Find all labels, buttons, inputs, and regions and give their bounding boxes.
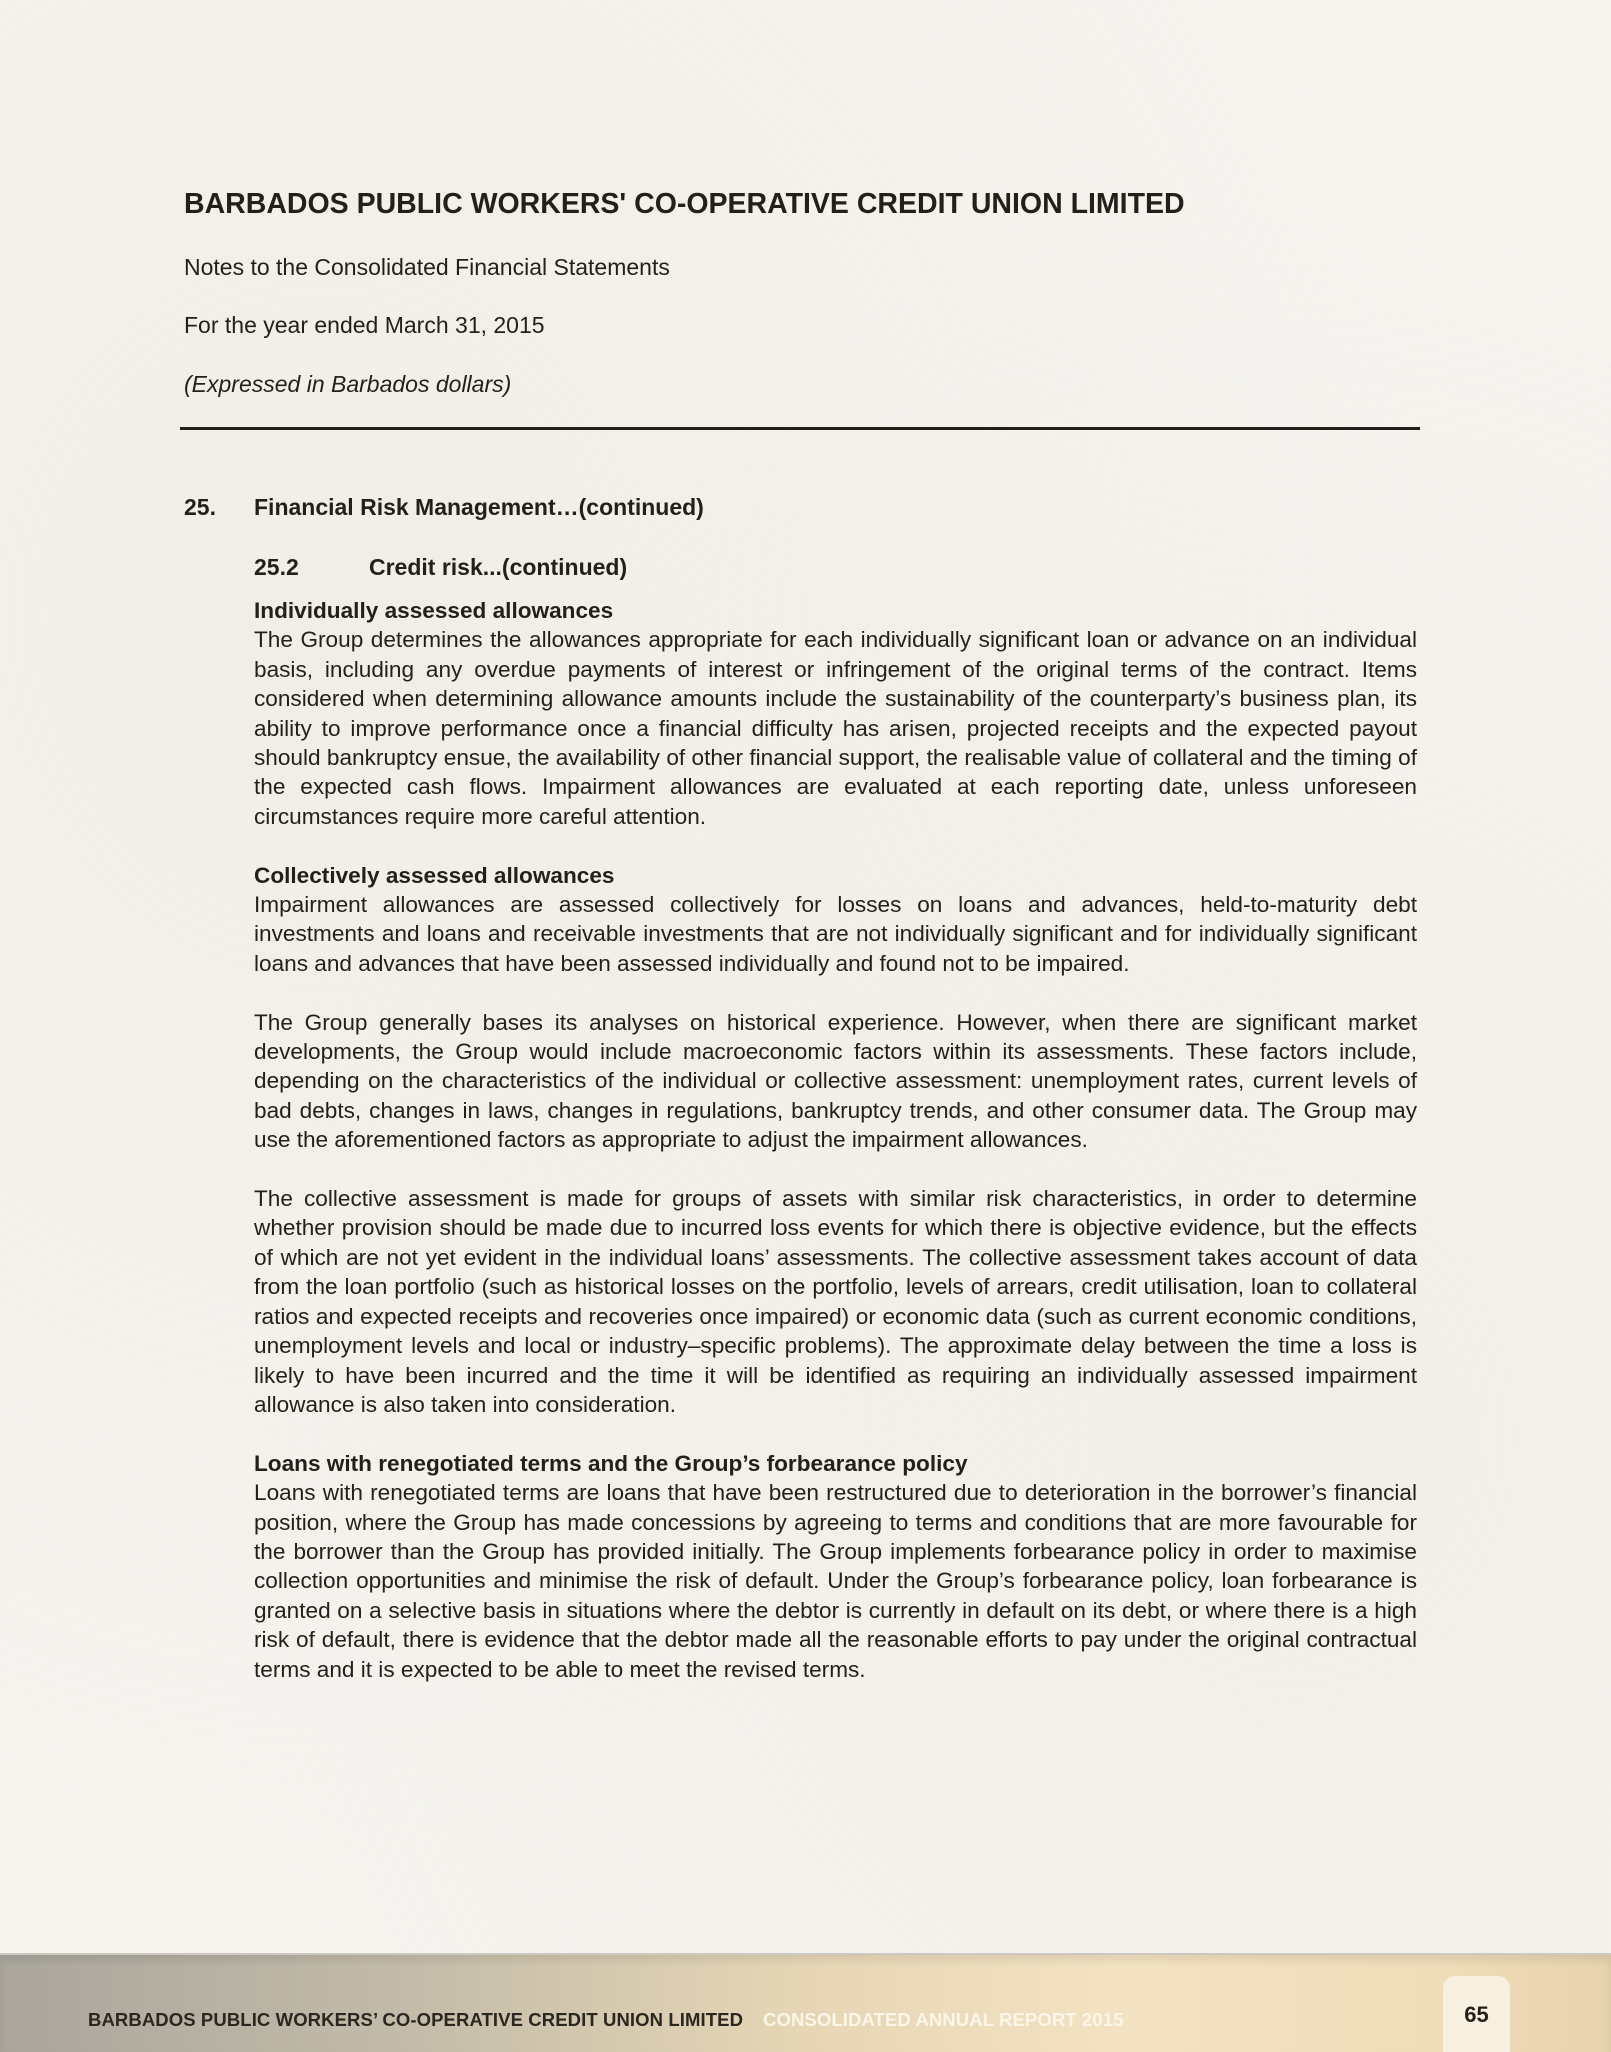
page-footer bbox=[0, 1953, 1611, 2052]
block-forbearance-policy bbox=[254, 1449, 1417, 1684]
paragraph: Loans with renegotiated terms are loans that have been restructured due to deterioration in the borrower’s financial position, where the Group has made concessions by agreeing to terms and conditions that are more favourable for the borrower than the Group has provided initially. The Group implements forbearance policy in order to maximise collection opportunities and minimise the risk of default. Under the Group’s forbearance policy, loan forbearance is granted on a selective basis in situations where the debtor is currently in default on its debt, or where there is a high risk of default, there is evidence that the debtor made all the reasonable efforts to pay under the original contractual terms and it is expected to be able to meet the revised terms. bbox=[254, 1480, 1417, 1682]
notes-content bbox=[254, 596, 1417, 1684]
section-title: Financial Risk Management…(continued) bbox=[254, 494, 704, 520]
subsection-heading bbox=[254, 552, 627, 582]
block-individually-assessed bbox=[254, 596, 1417, 831]
subsection-number: 25.2 bbox=[254, 554, 299, 580]
spacer bbox=[254, 1419, 1417, 1448]
organization-title: BARBADOS PUBLIC WORKERS' CO-OPERATIVE CREDIT UNION LIMITED bbox=[184, 188, 1185, 220]
footer-organization: BARBADOS PUBLIC WORKERS’ CO-OPERATIVE CREDIT UNION LIMITED bbox=[88, 2009, 744, 2030]
footer-report-title: CONSOLIDATED ANNUAL REPORT 2015 bbox=[763, 2009, 1124, 2030]
document-title: Notes to the Consolidated Financial Statements bbox=[184, 254, 670, 280]
reporting-period: For the year ended March 31, 2015 bbox=[184, 312, 545, 338]
page-number-tab bbox=[1443, 1976, 1510, 2052]
block-heading: Loans with renegotiated terms and the Group’s forbearance policy bbox=[254, 1450, 968, 1476]
paragraph: The Group generally bases its analyses on historical experience. However, when there are significant market developments, the Group would include macroeconomic factors within its assessments. These factors include, depending on the characteristics of the individual or collective assessment: unemployment rates, current levels of bad debts, changes in laws, changes in regulations, bankruptcy trends, and other consumer data. The Group may use the aforementioned factors as appropriate to adjust the impairment allowances. bbox=[254, 1009, 1417, 1153]
subsection-title: Credit risk...(continued) bbox=[369, 554, 628, 580]
paragraph: Impairment allowances are assessed collectively for losses on loans and advances, held-to-maturity debt investments and loans and receivable investments that are not individually significant and for individually significant loans and advances that have been assessed individually and found not to be impaired. bbox=[254, 892, 1417, 976]
section-heading bbox=[184, 492, 704, 522]
spacer bbox=[254, 978, 1417, 1007]
section-number: 25. bbox=[184, 494, 216, 520]
spacer bbox=[254, 1155, 1417, 1184]
paragraph: The collective assessment is made for groups of assets with similar risk characteristics, in order to determine whether provision should be made due to incurred loss events for which there is objective evidence, but the effects of which are not yet evident in the individual loans’ assessments. The collective assessment takes account of data from the loan portfolio (such as historical losses on the portfolio, levels of arrears, credit utilisation, loan to collateral ratios and expected receipts and recoveries once impaired) or economic data (such as current economic conditions, unemployment levels and local or industry–specific problems). The approximate delay between the time a loss is likely to have been incurred and the time it will be identified as requiring an individually assessed impairment allowance is also taken into consideration. bbox=[254, 1186, 1417, 1417]
paragraph: The Group determines the allowances appropriate for each individually significant loan or advance on an individual basis, including any overdue payments of interest or infringement of the original terms of the contract. Items considered when determining allowance amounts include the sustainability of the counterparty’s business plan, its ability to improve performance once a financial difficulty has arisen, projected receipts and the expected payout should bankruptcy ensue, the availability of other financial support, the realisable value of collateral and the timing of the expected cash flows. Impairment allowances are evaluated at each reporting date, unless unforeseen circumstances require more careful attention. bbox=[254, 627, 1417, 829]
currency-note: (Expressed in Barbados dollars) bbox=[184, 371, 512, 397]
page-number: 65 bbox=[1464, 2002, 1489, 2027]
page-header bbox=[184, 184, 1420, 397]
block-heading: Individually assessed allowances bbox=[254, 598, 614, 623]
block-collectively-assessed bbox=[254, 861, 1417, 1420]
spacer bbox=[254, 831, 1417, 860]
block-heading: Collectively assessed allowances bbox=[254, 862, 615, 888]
header-divider bbox=[180, 427, 1420, 430]
